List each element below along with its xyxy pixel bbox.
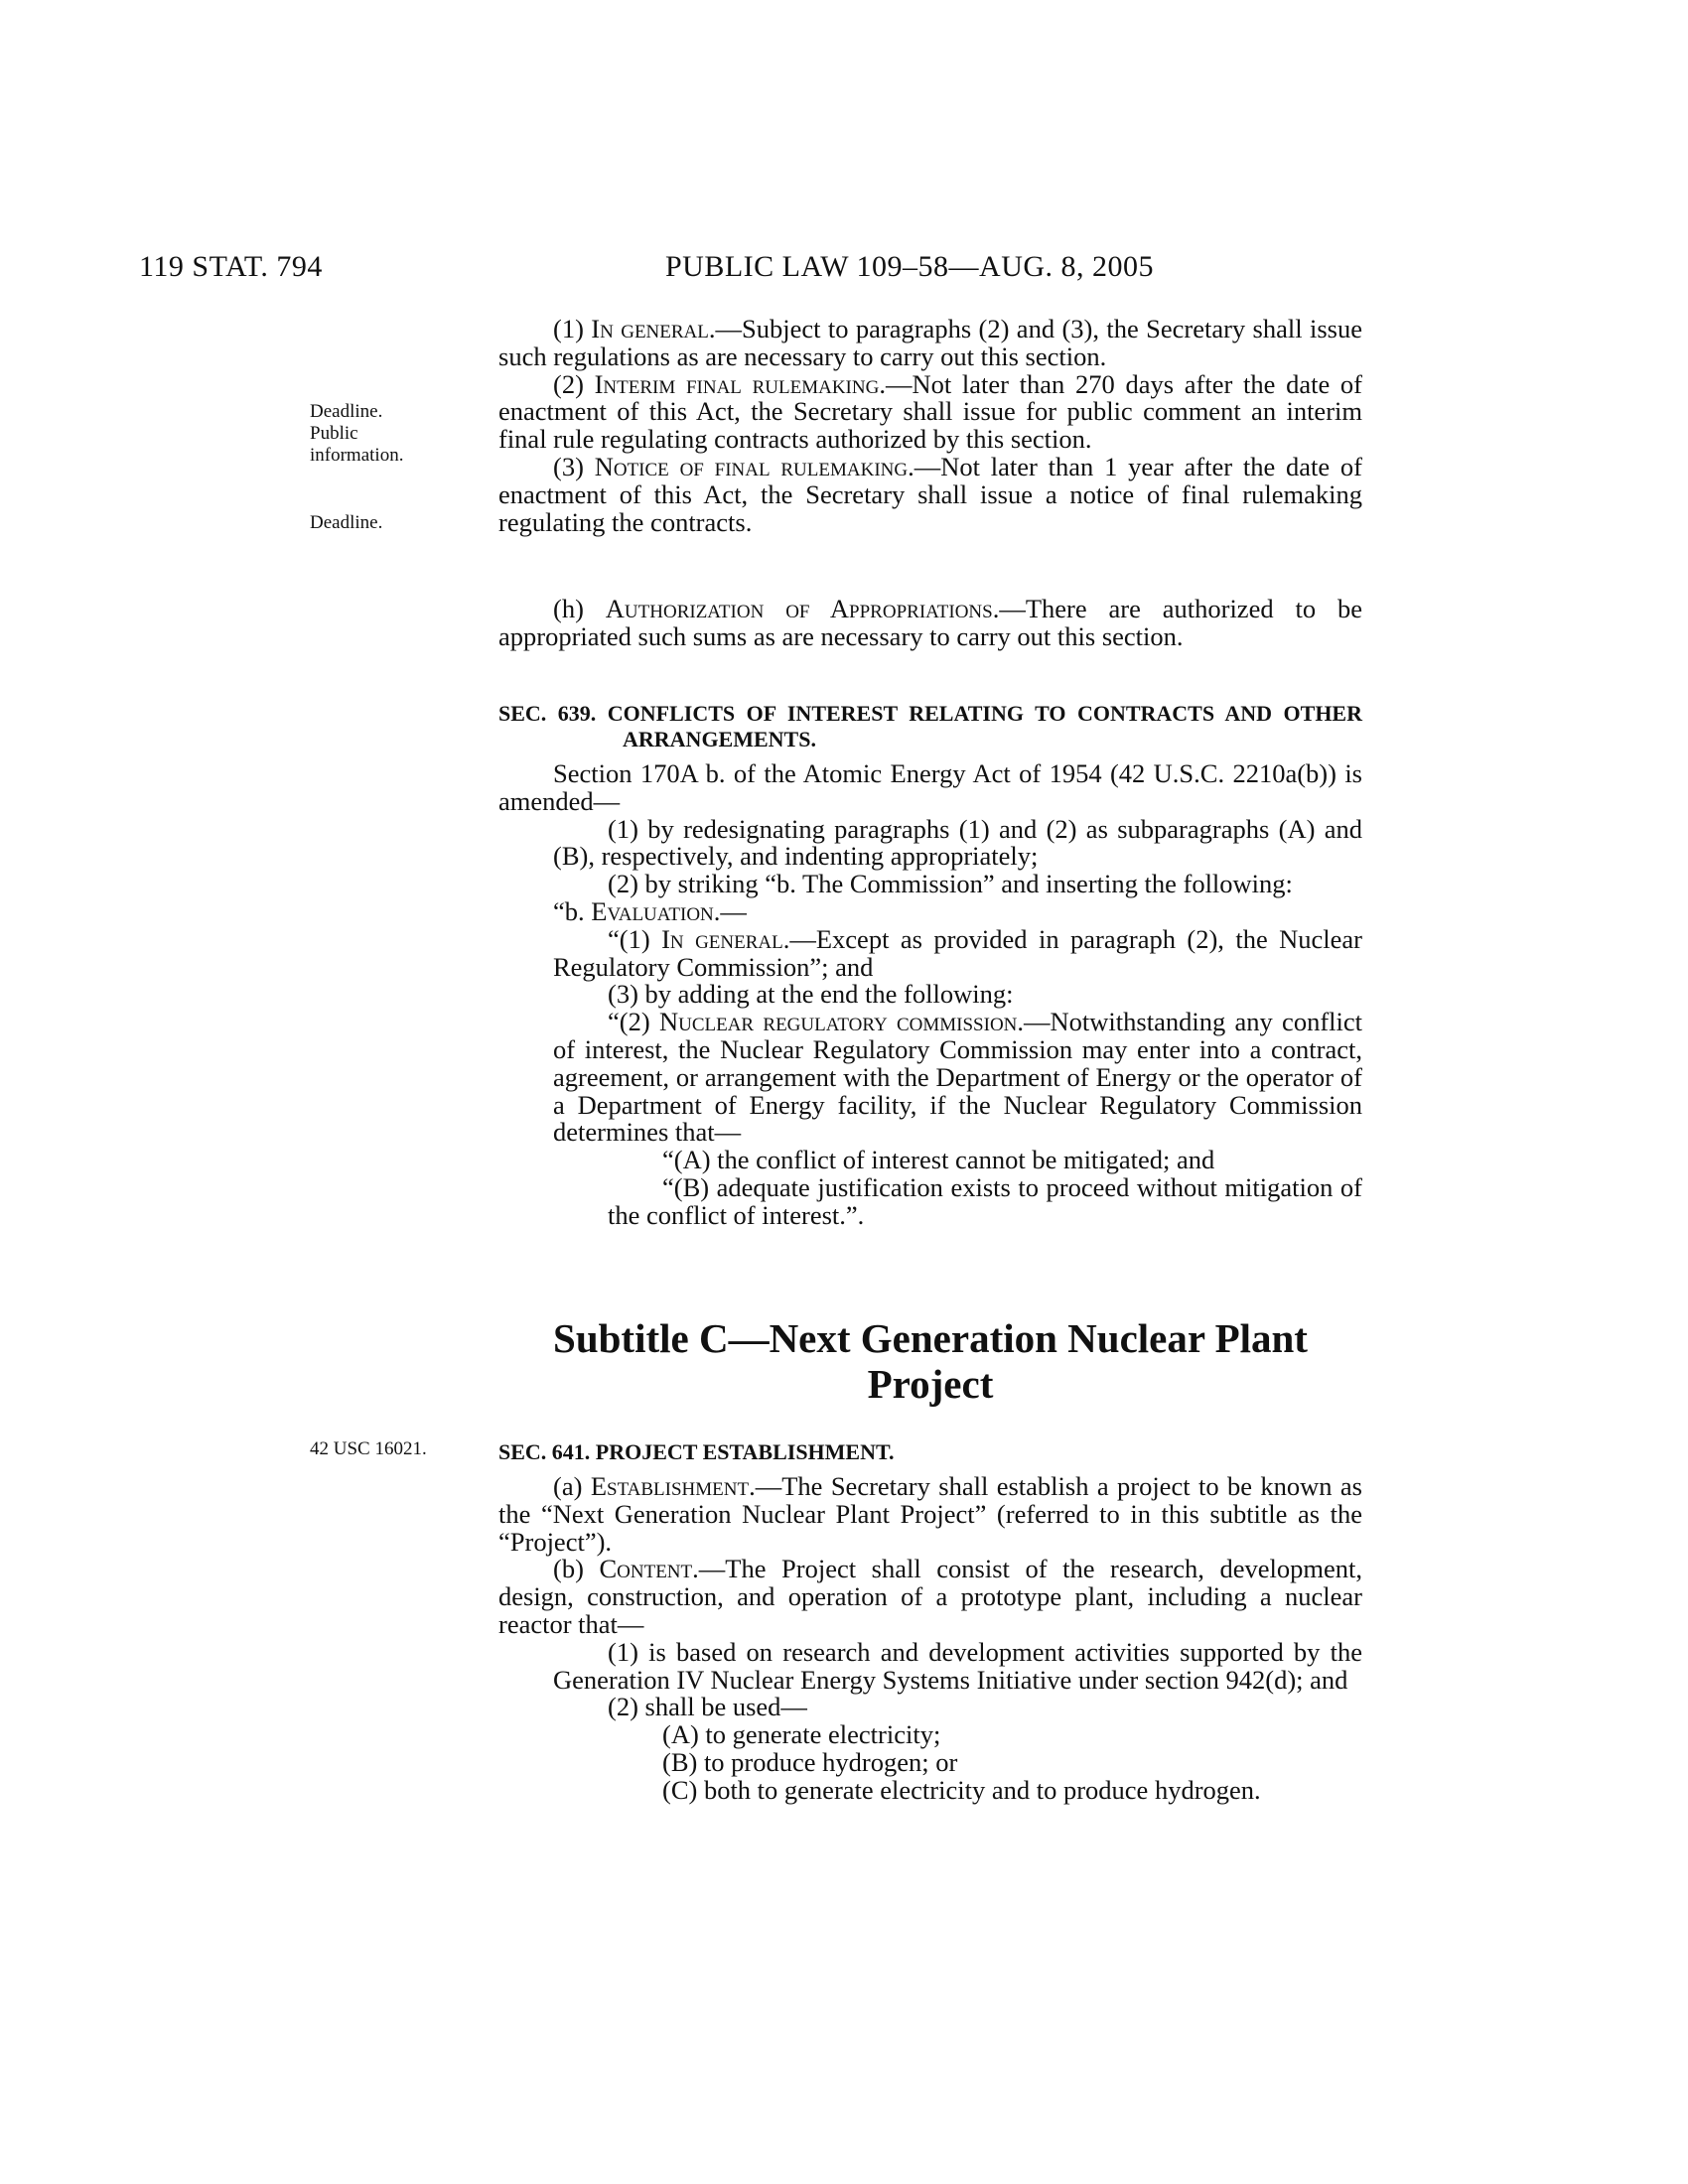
subtitle-line-1: Subtitle C—Next Generation Nuclear Plant bbox=[553, 1315, 1308, 1361]
evaluation-heading: “b. Evaluation.— bbox=[553, 895, 747, 926]
margin-note-information: information. bbox=[310, 445, 404, 466]
paragraph-h: (h) Authorization of Appropriations.—There are authorized to be appropriated such sums as are necessary to carry out this section. bbox=[498, 594, 1362, 651]
section-639-item-2: (2) by striking “b. The Commission” and inserting the following: bbox=[608, 869, 1293, 899]
margin-note-deadline-2: Deadline. bbox=[310, 512, 383, 533]
evaluation-paragraph-1: “(1) In general.—Except as provided in paragraph (2), the Nuclear Regulatory Commission”; and bbox=[553, 923, 1363, 982]
section-641-heading: SEC. 641. PROJECT ESTABLISHMENT. bbox=[498, 1439, 895, 1464]
nrc-subparagraph-a: “(A) the conflict of interest cannot be mitigated; and bbox=[662, 1145, 1215, 1175]
paragraph-g3: (3) Notice of final rulemaking.—Not later than 1 year after the date of enactment of this Act, the Secretary shall issue a notice of final rulemaking regulating the contracts. bbox=[498, 451, 1363, 537]
section-639-item-3: (3) by adding at the end the following: bbox=[608, 979, 1014, 1010]
nrc-subparagraph-b: “(B) adequate justification exists to proceed without mitigation of the conflict of interest.”. bbox=[608, 1171, 1362, 1230]
paragraph-b-2: (2) shall be used— bbox=[608, 1692, 807, 1722]
running-header: PUBLIC LAW 109–58—AUG. 8, 2005 bbox=[665, 250, 1155, 283]
margin-note-usc: 42 USC 16021. bbox=[310, 1438, 427, 1459]
paragraph-g1: (1) In general.—Subject to paragraphs (2) and (3), the Secretary shall issue such regulations as are necessary to carry out this section. bbox=[498, 314, 1362, 371]
section-641 bbox=[498, 1439, 1362, 1805]
section-639-heading: SEC. 639. CONFLICTS OF INTEREST RELATING TO CONTRACTS AND OTHER ARRANGEMENTS. bbox=[498, 701, 1362, 751]
paragraph-h-block bbox=[498, 596, 1362, 651]
subtitle-heading bbox=[498, 1315, 1362, 1407]
margin-note-deadline: Deadline. bbox=[310, 401, 383, 422]
section-639-intro: Section 170A b. of the Atomic Energy Act of 1954 (42 U.S.C. 2210a(b)) is amended— bbox=[498, 758, 1362, 816]
margin-note-public: Public bbox=[310, 423, 358, 444]
body-upper bbox=[498, 316, 1362, 536]
paragraph-b-2-a: (A) to generate electricity; bbox=[662, 1719, 941, 1750]
subtitle-line-2: Project bbox=[867, 1361, 994, 1407]
paragraph-b-2-c: (C) both to generate electricity and to produce hydrogen. bbox=[662, 1774, 1261, 1805]
paragraph-a: (a) Establishment.—The Secretary shall establish a project to be known as the “Next Generation Nuclear Plant Project” (referred to in this subtitle as the “Project”). bbox=[498, 1471, 1362, 1557]
section-639 bbox=[498, 701, 1362, 1230]
section-639-item-1: (1) by redesignating paragraphs (1) and (2) as subparagraphs (A) and (B), respectively, and indenting appropriately; bbox=[553, 813, 1362, 872]
paragraph-g2: (2) Interim final rulemaking.—Not later than 270 days after the date of enactment of this Act, the Secretary shall issue for public comment an interim final rule regulating contracts authorized by this section. bbox=[498, 368, 1362, 455]
paragraph-b-1: (1) is based on research and development activities supported by the Generation IV Nuclear Energy Systems Initiative under section 942(d); and bbox=[553, 1636, 1362, 1695]
nrc-paragraph: “(2) Nuclear regulatory commission.—Notwithstanding any conflict of interest, the Nuclear Regulatory Commission may enter into a contract, agreement, or arrangement with the Department of Energy or the operator of a Department of Energy facility, if the Nuclear Regulatory Commission determines that— bbox=[553, 1007, 1362, 1148]
page-number-header: 119 STAT. 794 bbox=[139, 250, 323, 283]
paragraph-b: (b) Content.—The Project shall consist of the research, development, design, construction, and operation of a prototype plant, including a nuclear reactor that— bbox=[498, 1554, 1362, 1639]
paragraph-b-2-b: (B) to produce hydrogen; or bbox=[662, 1746, 958, 1777]
